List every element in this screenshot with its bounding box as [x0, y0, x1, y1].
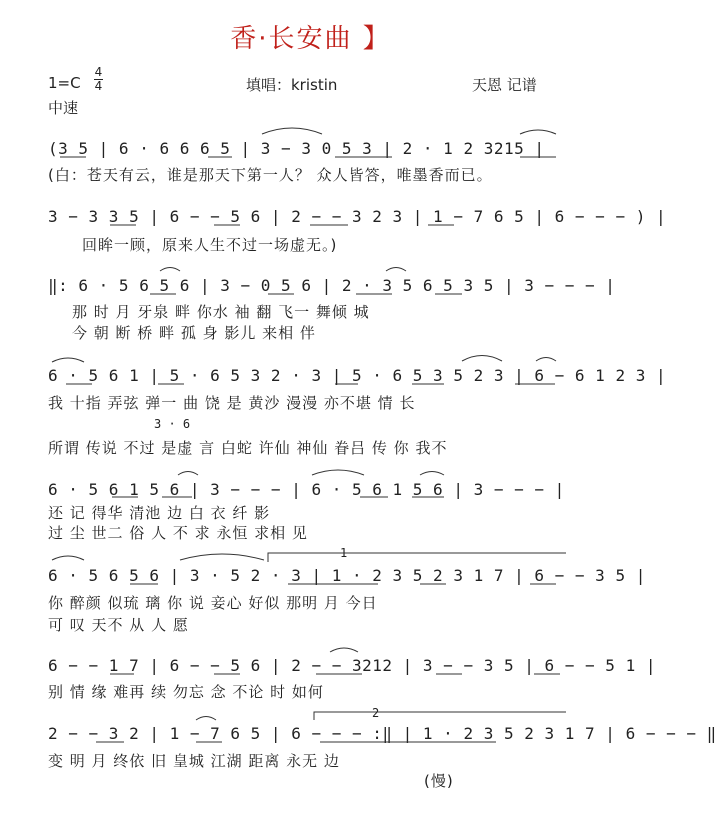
tie: [52, 358, 84, 362]
tie: [330, 648, 358, 652]
first-ending-bracket: [268, 553, 566, 562]
staff-4-notes: 6 · 5 6 1 | 5 · 6 5 3 2 · 3 | 5 · 6 5 3 5 2 3 | 6 − 6 1 2 3 |: [48, 366, 667, 385]
tie: [536, 358, 556, 362]
slow-marking: (慢): [424, 772, 454, 790]
tie: [52, 556, 84, 560]
first-ending-label: 1: [340, 546, 348, 560]
staff-1-notes: (3 5 | 6 · 6 6 6 5 | 3 − 3 0 5 3 | 2 · 1 2 3215 |: [48, 139, 545, 158]
second-ending-label: 2: [372, 706, 380, 720]
staff-3-notes: ‖: 6 · 5 6 5 6 | 3 − 0 5 6 | 2 · 3 5 6 5 3 5 | 3 − − − |: [48, 276, 616, 295]
staff-2-lyrics: 回眸一顾，原来人生不过一场虚无。): [82, 236, 338, 254]
staff-3-lyrics-verse-1: 那 时 月 牙泉 畔 你水 袖 翻 飞一 舞倾 城: [72, 303, 370, 321]
staff-4-lyrics-verse-2: 所谓 传说 不过 是虚 言 白蛇 许仙 神仙 眷吕 传 你 我不: [48, 439, 448, 457]
tie: [178, 472, 198, 476]
ties: [52, 128, 556, 720]
tie: [262, 128, 322, 134]
staff-6-notes: 6 · 5 6 5 6 | 3 · 5 2 · 3 | 1 · 2 3 5 2 3 1 7 | 6 − − 3 5 |: [48, 566, 646, 585]
song-title: 香·长安曲 】: [230, 24, 391, 54]
transcriber-credit: 天恩 记谱: [472, 76, 537, 94]
staff-8-lyrics: 变 明 月 终依 旧 皇城 江湖 距离 永无 边: [48, 752, 340, 770]
time-signature-bottom: 4: [94, 79, 103, 93]
tie: [312, 470, 364, 475]
key-signature: 1=C: [48, 74, 81, 92]
singer-credit: 填唱：kristin: [246, 76, 338, 94]
staff-8-notes: 2 − − 3 2 | 1 − 7 6 5 | 6 − − − :‖ | 1 · 2 3 5 2 3 1 7 | 6 − − − ‖: [48, 724, 717, 743]
tie: [180, 554, 264, 560]
ending-brackets: [268, 553, 566, 720]
tie: [520, 130, 556, 134]
staff-5-lyrics-verse-2: 过 尘 世二 俗 人 不 求 永恒 求相 见: [48, 524, 308, 542]
staff-3-lyrics-verse-2: 今 朝 断 桥 畔 孤 身 影儿 来相 伴: [72, 324, 316, 342]
staff-7-lyrics: 别 情 缘 难再 续 勿忘 念 不论 时 如何: [48, 683, 324, 701]
staff-5-notes: 6 · 5 6 1 5 6 | 3 − − − | 6 · 5 6 1 5 6 | 3 − − − |: [48, 480, 565, 499]
staff-6-lyrics-verse-2: 可 叹 天不 从 人 愿: [48, 616, 189, 634]
tie: [462, 356, 502, 362]
staff-4-lyrics-verse-1: 我 十指 弄弦 弹一 曲 饶 是 黄沙 漫漫 亦不堪 情 长: [48, 394, 416, 412]
tie: [386, 268, 406, 272]
staff-6-lyrics-verse-1: 你 醉颜 似琉 璃 你 说 妾心 好似 那明 月 今日: [48, 594, 378, 612]
staff-1-lyrics: (白：苍天有云，谁是那天下第一人？ 众人皆答，唯墨香而已。: [48, 166, 493, 184]
tie: [196, 717, 216, 721]
time-signature-top: 4: [94, 65, 103, 79]
second-ending-bracket: [314, 712, 566, 720]
staff-2-notes: 3 − 3 3 5 | 6 − − 5 6 | 2 − − 3 2 3 | 1 − 7 6 5 | 6 − − − ) |: [48, 207, 667, 226]
staff-7-notes: 6 − − 1 7 | 6 − − 5 6 | 2 − − 3212 | 3 − − 3 5 | 6 − − 5 1 |: [48, 656, 656, 675]
beams: [60, 157, 560, 742]
tempo-marking: 中速: [48, 99, 79, 117]
tie: [420, 472, 444, 476]
staff-5-lyrics-verse-1: 还 记 得华 清池 边 白 衣 纤 影: [48, 504, 271, 522]
alternate-notes: 3 · 6: [154, 417, 191, 431]
tie: [160, 268, 180, 272]
